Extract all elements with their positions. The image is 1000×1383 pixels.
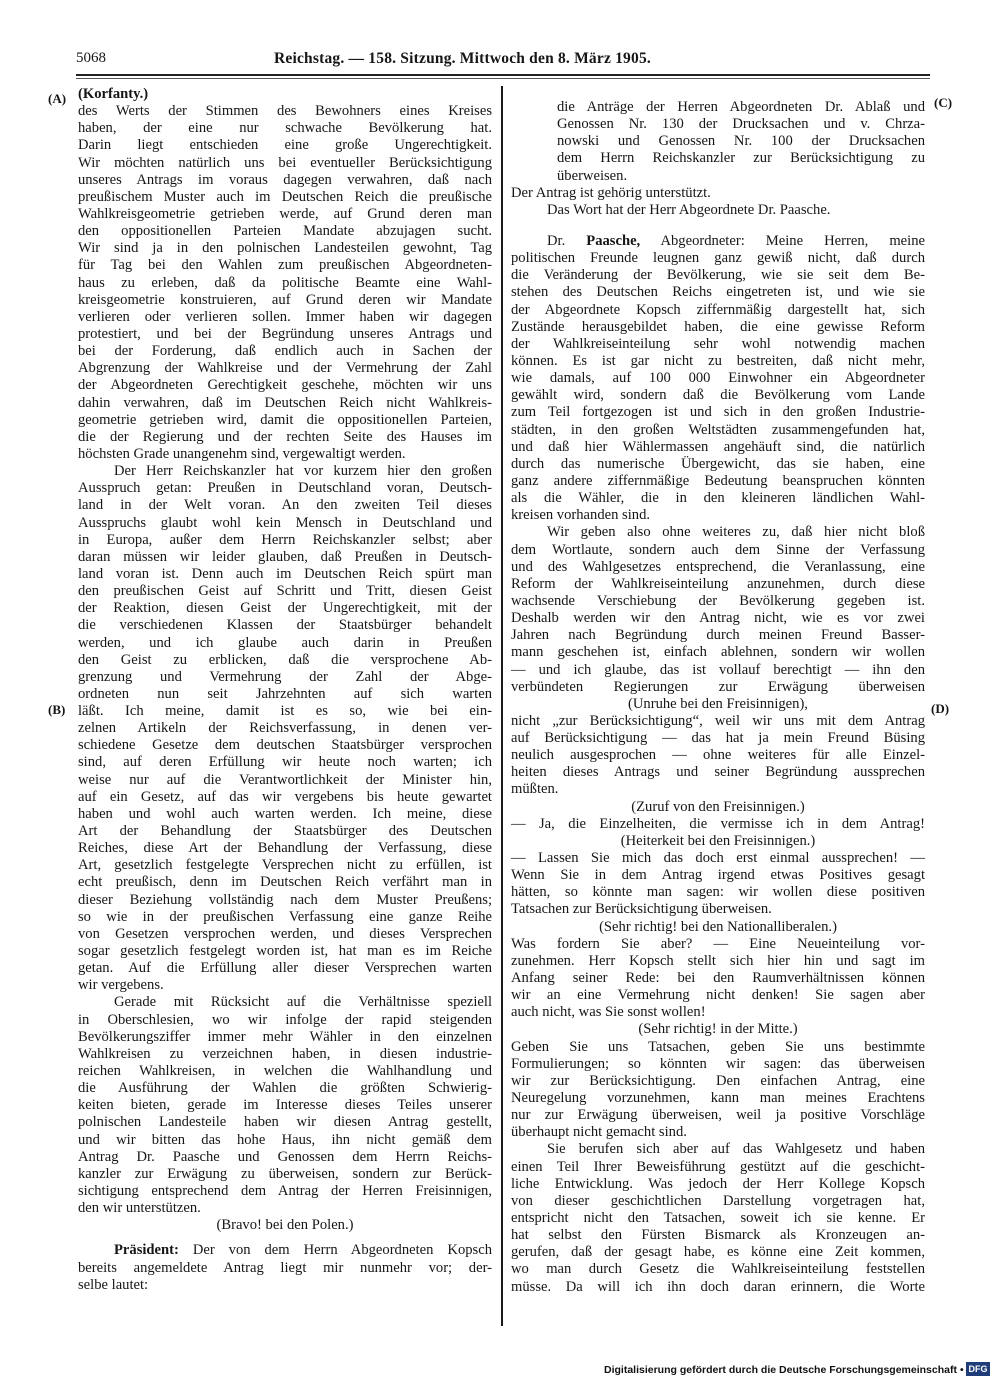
interjection-2: (Zuruf von den Freisinnigen.) — [631, 798, 805, 815]
text-line: nicht „zur Berücksichtigung“, weil wir uns mit dem Antrag — [511, 712, 925, 729]
credit-text: Digitalisierung gefördert durch die Deutsche Forschungsgemeinschaft — [604, 1364, 957, 1376]
text-line: polnischen Landesteile haben wir diesen Antrag gestellt, — [78, 1114, 492, 1131]
interjection-4: (Sehr richtig! bei den Nationalliberalen.) — [599, 918, 837, 935]
right-paragraph-3 — [511, 713, 925, 799]
text-line: Wir sind ja in den polnischen Landesteilen gewohnt, Tag — [78, 240, 492, 257]
text-line: Was fordern Sie aber? — Eine Neueinteilung vor- — [511, 935, 925, 952]
running-title: Reichstag. — 158. Sitzung. Mittwoch den 8. März 1905. — [274, 50, 651, 67]
margin-label-d: (D) — [931, 701, 950, 716]
text-line: von Gesetzen versprochen werden, und dieses Versprechen — [78, 925, 492, 942]
text-line: zunehmen. Herr Kopsch stellt sich hier hin und sagt im — [511, 952, 925, 969]
text-line: können. Es ist gar nicht zu bestreiten, daß nicht mehr, — [511, 352, 925, 369]
speaker-first-line — [511, 233, 925, 250]
margin-label-a: (A) — [48, 91, 67, 106]
text-line: wir vergebens. — [78, 977, 164, 994]
text-line: auf ein Gesetz, auf das wir vergebens bis heute gewartet — [78, 788, 492, 805]
text-line: Sie berufen sich aber auf das Wahlgesetz und haben — [547, 1141, 925, 1158]
text-line: der Abgeordneten Gerechtigkeit geschehe, möchten wir uns — [78, 377, 492, 394]
text-line: die Veränderung der Bevölkerung, wie sie seit dem Be- — [511, 267, 925, 284]
separator: • — [959, 1364, 964, 1376]
text-line: entspricht nicht den Tatsachen, soweit ich sie kenne. Er — [511, 1210, 925, 1226]
text-line: Geben Sie uns Tatsachen, geben Sie uns bestimmte — [511, 1038, 925, 1055]
text-line: Neuregelung vorzunehmen, kann man meines Erachtens — [511, 1090, 925, 1107]
president-line: selbe lautet: — [78, 1276, 149, 1293]
right-paragraph-1 — [511, 250, 925, 524]
text-line: Wir geben also ohne weiteres zu, daß hier nicht bloß — [547, 524, 925, 541]
text-line: die Anträge der Herren Abgeordneten Dr. Ablaß und — [557, 99, 925, 115]
text-line: Der Herr Reichskanzler hat vor kurzem hier den großen — [114, 463, 492, 480]
text-line: Formulierungen; so könnten wir sagen: das überweisen — [511, 1055, 925, 1072]
text-line: unseres Antrags im voraus dagegen verwahren, daß nach — [78, 171, 492, 188]
margin-label-c: (C) — [934, 95, 953, 110]
text-line: mann geschehen ist, einfach ablehnen, sondern wir wollen — [511, 644, 925, 661]
margin-label-b: (B) — [48, 702, 66, 717]
text-line: kreisgeometrie konstruieren, auf Grund deren wir Mandate — [78, 291, 492, 308]
speaker-name: Paasche, — [586, 232, 641, 249]
text-line: in Europa, außer dem Herrn Reichskanzler selbst; aber — [78, 531, 492, 548]
text-line: wo man durch Gesetz die Wahlkreiseinteilung feststellen — [511, 1261, 925, 1278]
text-line: land in der Welt voran. An den zweiten Teil dieses — [78, 497, 492, 514]
text-line: von dieser geschichtlichen Darstellung vorgetragen hat, — [511, 1192, 925, 1209]
text-line: dem Wortlaute, sondern auch dem Sinne der Verfassung — [511, 541, 925, 558]
text-line: Bevölkerungsziffer immer mehr Wähler in den einzelnen — [78, 1028, 492, 1045]
text-line: sogar gesetzlich festgelegt worden ist, hat man es im Reiche — [78, 943, 492, 960]
text-line: hätten, so könnte man sagen: wir wollen diese positiven — [511, 884, 925, 901]
right-paragraph-7 — [511, 1141, 925, 1295]
text-line: überweisen. — [557, 167, 628, 184]
text-line: Genossen Nr. 130 der Drucksachen und v. Chrza- — [557, 116, 925, 133]
text-line: und des Wahlgesetzes entsprechend, die Veranlassung, eine — [511, 558, 925, 575]
right-column — [511, 99, 925, 1296]
text-line: wir an eine Vermehrung nicht denken! Sie sagen aber — [511, 987, 925, 1004]
interjection-1: (Unruhe bei den Freisinnigen), — [628, 695, 808, 712]
text-line: land voran ist. Denn auch im Deutschen Reich spürt man — [78, 565, 492, 582]
text-line: getan. Auf die Erfüllung aller dieser Versprechen warten — [78, 960, 492, 977]
reply-1: — Ja, die Einzelheiten, die vermisse ich in dem Antrag! — [511, 815, 925, 832]
spacer — [78, 1234, 492, 1242]
text-line: müßten. — [511, 781, 559, 798]
text-line: dem Herrn Reichskanzler zur Berücksichtigung zu — [557, 150, 925, 167]
text-line: — Lassen Sie mich das doch erst einmal aussprechen! — — [511, 850, 925, 867]
dfg-logo: DFG — [966, 1362, 990, 1376]
text-line: den Geist zu erblicken, daß die versprochene Ab- — [78, 651, 492, 668]
text-line: Jahren nach Begründung durch meinen Freund Basser- — [511, 627, 925, 644]
president-first-line — [78, 1242, 492, 1259]
text-line: Deshalb werden wir den Antrag nicht, wie es vor zwei — [511, 610, 925, 627]
text-line: und daß hier Wählermassen angehäuft sind, die natürlich — [511, 438, 925, 455]
text-line: bei der Forderung, daß endlich auch in Sachen der — [78, 343, 492, 360]
text-line: ganz andere ziffernmäßige Bedeutung beanspruchen könnten — [511, 472, 925, 489]
left-paragraph-3 — [78, 994, 492, 1217]
text-line: haben und wohl auch warten werden. Ich meine, diese — [78, 805, 492, 822]
text-line: die der Regierung und der rechten Seite des Hauses im — [78, 428, 492, 445]
text-line: den preußischen Geist auf Schritt und Tritt, diesen Geist — [78, 583, 492, 600]
text-line: Wir möchten natürlich uns bei eventueller Berücksichtigung — [78, 154, 492, 171]
text-line: sichtigung entsprechend dem Antrag der Herren Freisinnigen, — [78, 1183, 492, 1199]
text-line: gewählt wird, sondern daß die Bevölkerung vom Lande — [511, 387, 925, 404]
text-line: protestiert, und bei der Begründung unseres Antrags und — [78, 325, 492, 342]
text-line: werden, und ich glaube auch darin in Preußen — [78, 634, 492, 651]
text-line: wachsende Verschiebung der Bevölkerung gegeben ist. — [511, 592, 925, 609]
text-line: der Abgeordnete Kopsch ziffernmäßig dargestellt hat, sich — [511, 301, 925, 318]
text-line: nowski und Genossen Nr. 100 der Drucksachen — [557, 133, 925, 150]
text-line: echt preußisch, denn im Deutschen Reich verfährt man in — [78, 874, 492, 891]
interjection-3: (Heiterkeit bei den Freisinnigen.) — [620, 832, 816, 849]
text-line: so wie in der preußischen Verfassung eine ganze Reihe — [78, 908, 492, 925]
text-line: dahin verwahren, daß im Deutschen Reich nicht Wahlkreis- — [78, 394, 492, 411]
text-line: kreisen vorhanden sind. — [511, 507, 651, 524]
motion-text — [511, 99, 925, 185]
text-line: Wahlkreisen zu verzeichnen haben, in diesen industrie- — [78, 1045, 492, 1062]
page-number: 5068 — [76, 50, 106, 66]
text-line: wie damals, auf 100 000 Einwohner ein Abgeordneter — [511, 370, 925, 387]
text-line: haben, der eine nur schwache Bevölkerung hat. — [78, 120, 492, 137]
president-line: bereits angemeldete Antrag liegt mir nunmehr vor; der- — [78, 1259, 492, 1276]
text-line: die Ausführung der Wahlen die größten Schwierig- — [78, 1080, 492, 1097]
text-line: neulich ausgesprochen — ohne weiteres für alle Einzel- — [511, 747, 925, 764]
text-line: höchsten Grade unangenehm sind, vergewaltigt werden. — [78, 445, 406, 462]
text-line: sind, auf deren Erfüllung wir heute noch warten; ich — [78, 754, 492, 771]
right-paragraph-2 — [511, 524, 925, 695]
text-line: überhaupt nicht gemacht sind. — [511, 1124, 687, 1141]
interjection-5: (Sehr richtig! in der Mitte.) — [638, 1021, 798, 1038]
text-line: grenzung und Vermehrung der Zahl der Abge- — [78, 668, 492, 685]
right-paragraph-4 — [511, 850, 925, 919]
text-line: reichen Wahlkreisen, in welchen die Wahlhandlung und — [78, 1063, 492, 1080]
text-line: für Tag bei den Wahlen zum preußischen Abgeordneten- — [78, 257, 492, 274]
speaker-prefix: Dr. — [547, 232, 566, 249]
text-line: Zustände herausgebildet haben, die eine gewisse Reform — [511, 318, 925, 335]
text-line: zelnen Artikeln der Reichsverfassung, in denen ver- — [78, 720, 492, 737]
text-line: Art, gesetzlich festgelegte Versprechen nicht zu erfüllen, ist — [78, 857, 492, 874]
text-line: auf Berücksichtigung — das hat ja mein Freund Büsing — [511, 730, 925, 747]
text-line: Anfang seiner Rede: bei den Raumverhältnissen können — [511, 970, 925, 987]
text-line: Ausspruchs glaubt wohl kein Mensch in Deutschland und — [78, 514, 492, 531]
text-line: ordneten nun seit Jahrzehnten auf sich warten — [78, 685, 492, 702]
right-paragraph-5 — [511, 936, 925, 1022]
text-line: der Reaktion, diesen Geist der Ungerechtigkeit, mit der — [78, 600, 492, 617]
text-line: wir zur Berücksichtigung. Den einfachen Antrag, eine — [511, 1072, 925, 1089]
text-line: preußischem Muster auch im Deutschen Reich die preußische — [78, 188, 492, 205]
text-line: Wahlkreisgeometrie getrieben werde, auf Grund deren man — [78, 205, 492, 222]
left-column — [78, 86, 492, 1294]
text-line: verbündeten Regierungen zur Erwägung überweisen — [511, 678, 925, 695]
text-line: Antrag Dr. Paasche und Genossen dem Herrn Reichs- — [78, 1148, 492, 1165]
speaker-tag: (Korfanty.) — [78, 86, 149, 102]
header-rule — [76, 74, 930, 76]
text-line: einen Teil Ihrer Beweisführung gestützt auf die geschicht- — [511, 1158, 925, 1175]
digitization-credit — [604, 1364, 967, 1376]
text-line: politischen Freunde leugnen ganz gewiß nicht, daß durch — [511, 250, 925, 267]
text-line: haus zu erleben, daß da politische Beamte eine Wahl- — [78, 274, 492, 291]
text-line: nur zur Erwägung überweisen, weil ja positive Vorschläge — [511, 1107, 925, 1124]
text-line: gerufen, daß der gesagt habe, es könne eine Zeit kommen, — [511, 1244, 925, 1261]
text-line: schiedene Gesetze dem deutschen Staatsbürger versprochen — [78, 737, 492, 754]
interjection: (Bravo! bei den Polen.) — [216, 1217, 354, 1234]
left-paragraph-1 — [78, 103, 492, 463]
right-paragraph-6 — [511, 1039, 925, 1142]
text-line: auch nicht, was Sie sonst wollen! — [511, 1004, 706, 1021]
text-line: Reiches, diese Art der Behandlung der Verfassung, diese — [78, 840, 492, 857]
left-paragraph-2 — [78, 463, 492, 994]
text-line: Darin liegt entschieden eine große Ungerechtigkeit. — [78, 137, 492, 154]
running-header — [76, 50, 930, 70]
speaker-first-text: Abgeordneter: Meine Herren, meine — [660, 232, 925, 249]
president-text: Der von dem Herrn Abgeordneten Kopsch — [192, 1242, 492, 1259]
text-line: den oppositionellen Parteien Mandate abzujagen sucht. — [78, 223, 492, 240]
text-line: müsse. Da will ich ihn doch daran erinnern, die Worte — [511, 1278, 925, 1295]
header-rule-thin — [76, 78, 930, 79]
text-line: läßt. Ich meine, damit ist es so, wie bei ein- — [78, 703, 492, 720]
text-line: liche Entwicklung. Was jedoch der Herr Kollege Kopsch — [511, 1175, 925, 1192]
text-line: Gerade mit Rücksicht auf die Verhältnisse speziell — [114, 994, 492, 1011]
text-line: Abgrenzung der Wahlkreise und der Vermehrung der Zahl — [78, 360, 492, 377]
text-line: zum Teil fortgezogen ist und sich in den großen Industrie- — [511, 404, 925, 421]
text-line: Tatsachen zur Berücksichtigung überweisen. — [511, 901, 772, 918]
text-line: des Werts der Stimmen des Bewohners eines Kreises — [78, 103, 492, 120]
text-line: Art der Behandlung der Staatsbürger des Deutschen — [78, 823, 492, 840]
text-line: und wir bitten das hohe Haus, ihn nicht gemäß dem — [78, 1131, 492, 1148]
text-line: dieser Beziehung vollständig nach dem Muster Preußens; — [78, 891, 492, 908]
text-line: geometrie getrieben wird, damit die oppositionellen Parteien, — [78, 411, 492, 428]
spacer — [511, 219, 925, 233]
text-line: die verschiedenen Klassen der Staatsbürger behandelt — [78, 617, 492, 634]
text-line: Ausspruch getan: Preußen in Deutschland voran, Deutsch- — [78, 480, 492, 497]
text-line: der Wahlkreiseinteilung sehr wohl notwendig machen — [511, 335, 925, 352]
text-line: in Oberschlesien, wo wir infolge der rapid steigenden — [78, 1011, 492, 1028]
text-line: stehen des Deutschen Reichs eingetreten ist, und wie sie — [511, 284, 925, 301]
text-line: städten, in den großen Weltstädten zusammengefunden hat, — [511, 421, 925, 438]
text-line: durch das numerische Übergewicht, das sie haben, eine — [511, 455, 925, 472]
text-line: weise nur auf die Verantwortlichkeit der Minister hin, — [78, 771, 492, 788]
text-line: verlieren oder verlieren sollen. Immer haben wir dagegen — [78, 308, 492, 325]
floor-given: Das Wort hat der Herr Abgeordnete Dr. Paasche. — [547, 201, 831, 218]
text-line: — und ich glaube, das ist vollauf berechtigt — ihn den — [511, 661, 925, 678]
text-line: Wenn Sie in dem Antrag irgend etwas Positives gesagt — [511, 867, 925, 884]
column-divider — [501, 86, 503, 1326]
text-line: daran müssen wir leider glauben, daß Preußen in Deutsch- — [78, 548, 492, 565]
president-speaker: Präsident: — [114, 1242, 179, 1259]
text-line: heiten dieses Antrags und seiner Begründung aussprechen — [511, 764, 925, 781]
text-line: hat selbst den Fürsten Bismarck als Kronzeugen an- — [511, 1227, 925, 1244]
text-line: kanzler zur Erwägung zu überweisen, sondern zur Berück- — [78, 1165, 492, 1182]
text-line: Reform der Wahlkreiseinteilung anzunehmen, durch diese — [511, 575, 925, 592]
text-line: den wir unterstützen. — [78, 1200, 201, 1217]
text-line: als die Wähler, die in den kleineren ländlichen Wahl- — [511, 490, 925, 507]
text-line: keiten bieten, gerade im Interesse dieses Teiles unserer — [78, 1097, 492, 1114]
motion-supported: Der Antrag ist gehörig unterstützt. — [511, 184, 711, 201]
